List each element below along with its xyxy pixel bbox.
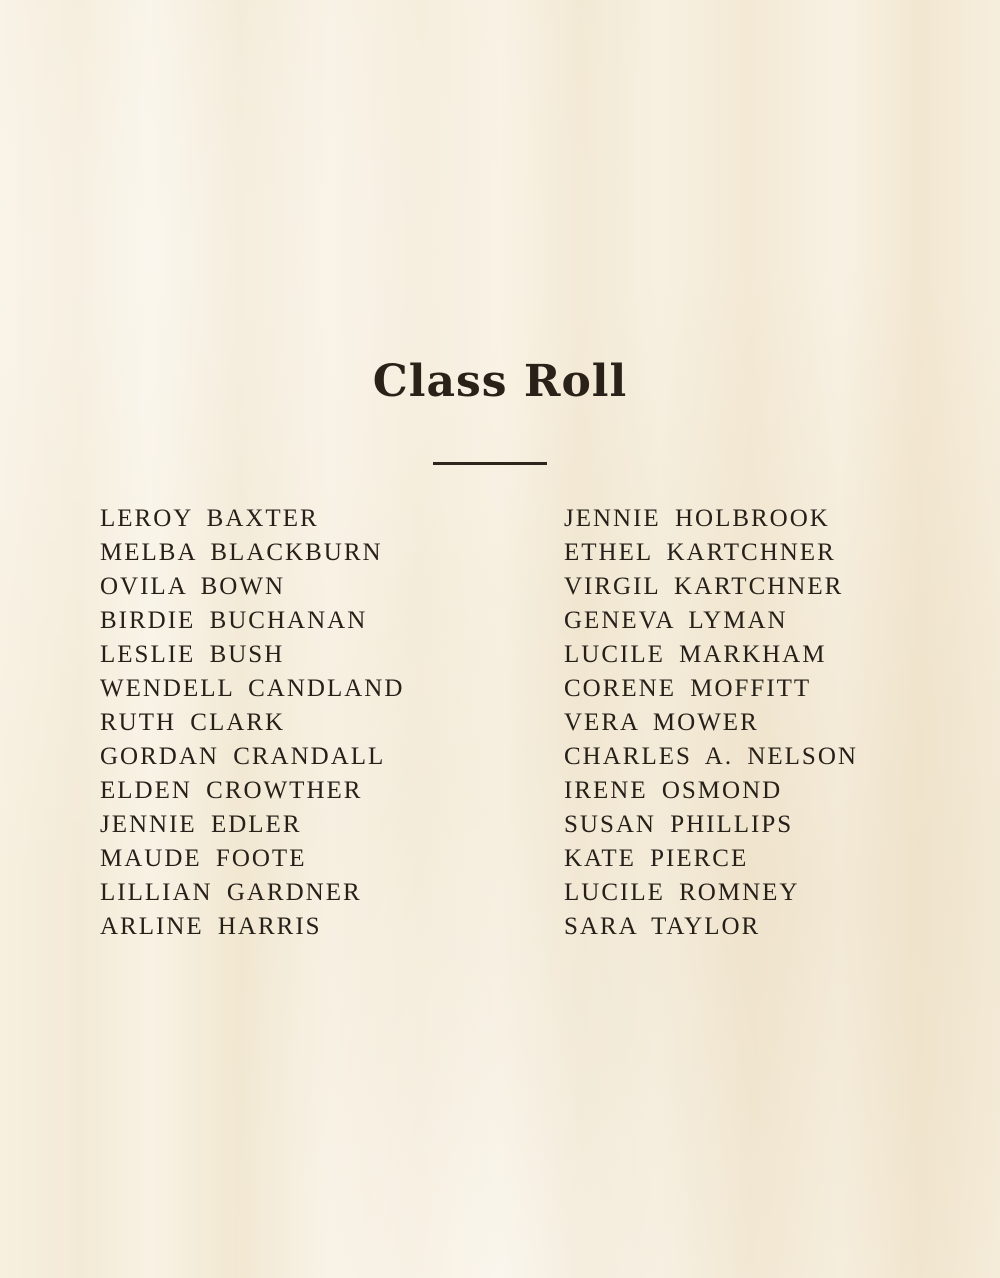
roster-name: CHARLES A. NELSON xyxy=(564,743,858,770)
roster-name: JENNIE EDLER xyxy=(100,811,302,838)
roster-name: LEROY BAXTER xyxy=(100,505,319,532)
roster-name: ELDEN CROWTHER xyxy=(100,777,363,804)
roster-name: WENDELL CANDLAND xyxy=(100,675,405,702)
page-title: Class Roll xyxy=(372,356,628,407)
title-divider xyxy=(433,462,547,465)
roster-name: JENNIE HOLBROOK xyxy=(564,505,830,532)
roster-name: BIRDIE BUCHANAN xyxy=(100,607,368,634)
roster-name: VIRGIL KARTCHNER xyxy=(564,573,844,600)
roster-name: CORENE MOFFITT xyxy=(564,675,812,702)
roster-name: KATE PIERCE xyxy=(564,845,749,872)
roster-name: LESLIE BUSH xyxy=(100,641,285,668)
roster-name: RUTH CLARK xyxy=(100,709,286,736)
roster-name: OVILA BOWN xyxy=(100,573,286,600)
roster-name: LILLIAN GARDNER xyxy=(100,879,362,906)
roster-left-column xyxy=(100,502,404,944)
roster-name: SUSAN PHILLIPS xyxy=(564,811,794,838)
roster-name: MAUDE FOOTE xyxy=(100,845,307,872)
roster-name: MELBA BLACKBURN xyxy=(100,539,383,566)
roster-name: LUCILE MARKHAM xyxy=(564,641,827,668)
roster-name: ARLINE HARRIS xyxy=(100,913,322,940)
roster-right-column xyxy=(564,502,858,944)
roster-name: LUCILE ROMNEY xyxy=(564,879,800,906)
roster-name: VERA MOWER xyxy=(564,709,759,736)
roster-name: GENEVA LYMAN xyxy=(564,607,788,634)
roster-name: IRENE OSMOND xyxy=(564,777,783,804)
roster-name: SARA TAYLOR xyxy=(564,913,761,940)
roster-name: ETHEL KARTCHNER xyxy=(564,539,836,566)
roster-name: GORDAN CRANDALL xyxy=(100,743,386,770)
